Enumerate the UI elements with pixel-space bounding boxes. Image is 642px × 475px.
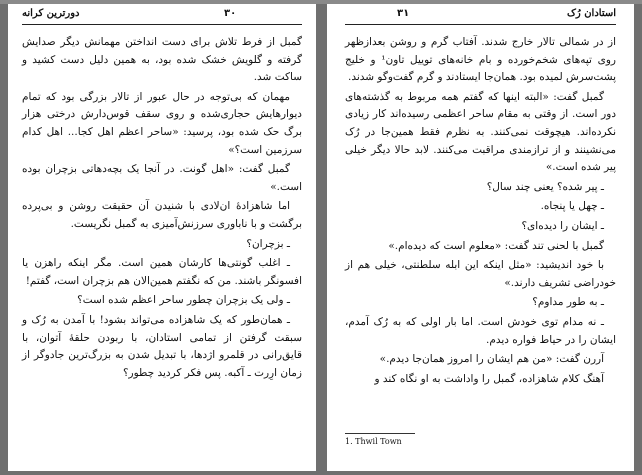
running-title: استادان رُک [566, 8, 616, 19]
running-title: دورترین کرانه [22, 8, 80, 19]
paragraph: ـ چهل یا پنجاه. [540, 200, 604, 213]
paragraph: ـ پیر شده؟ یعنی چند سال؟ [486, 180, 604, 193]
paragraph: گمبل با لحنی تند گفت: «معلوم است که دیده‌ام.» [388, 239, 604, 252]
paragraph: با خود اندیشید: «مثل اینکه این ابله سلطنتی، خیلی هم از خودراضی تشریف دارند.» [345, 259, 616, 289]
paragraph: ـ نه مدام توی خودش است. اما بار اولی که به رُک آمدم، ایشان را در حیاط فواره دیدم. [345, 315, 616, 346]
footnote-rule [345, 433, 415, 434]
paragraph: از در شمالی تالار خارج شدند. آفتاب گرم و روشن بعدازظهر روی تپه‌های شخم‌خورده و بام خانه‌های توییل تاون¹ و خلیج پشت‌سرش لمیده بود. همان‌جا ایستادند و گرم گفت‌وگو شدند. [345, 36, 616, 84]
footnote: 1. Thwil Town [345, 437, 402, 446]
paragraph: اما شاهزادهٔ ان‌لادی با شنیدن آن حقیقت روشن و بی‌پرده برگشت و با ناباوری سرزنش‌آمیزی به گمبل نگریست. [22, 200, 302, 230]
running-header [22, 6, 302, 22]
page-right [327, 4, 634, 471]
page-number: ۳۰ [224, 8, 237, 19]
paragraph: ـ بزچران؟ [246, 237, 290, 250]
paragraph: ـ ایشان را دیده‌ای؟ [521, 219, 604, 232]
page-body [22, 34, 302, 384]
paragraph: ـ به طور مداوم؟ [532, 296, 604, 309]
paragraph: ـ اغلب گونتی‌ها کارشان همین است. مگر اینکه راهزن یا افسونگر باشند. من که نگفتم همین‌الان هم بزچران است، گفتم! [22, 257, 302, 287]
paragraph: آهنگ کلام شاهزاده، گمبل را واداشت به او نگاه کند و [374, 372, 604, 385]
paragraph: ـ همان‌طور که یک شاهزاده می‌تواند بشود! با آمدن به رُک و سبقت گرفتن از تمامی استادان، با ربودن حلقهٔ آتوان، با قایق‌رانی در قلمرو اژدها، با تبدیل شدن به بزرگ‌ترین جادوگر از زمان ارِرت ـ آکبه. پس فکر کردید چطور؟ [22, 313, 302, 379]
page-number: ۳۱ [397, 8, 410, 19]
paragraph: گمبل از فرط تلاش برای دست انداختن مهمانش دیگر صدایش گرفته و گلویش خشک شده بود، به همین دلیل دست کشید و ساکت شد. [22, 36, 302, 84]
page-body [345, 34, 616, 390]
paragraph: گمبل گفت: «البته اینها که گفتم همه مربوط به گذشته‌های دور است. از وقتی به مقام ساحر اعظمی رسیده‌اند کار زیادی نکرده‌اند. هیچوقت نمی‌کنند. به نظرم فقط همین‌جا در رُک می‌نشینند و از ترازمندی مراقبت می‌کنند. لابد حالا دیگر خیلی پیر شده است.» [345, 90, 616, 174]
header-rule [22, 24, 302, 25]
paragraph: آررن گفت: «من هم ایشان را امروز همان‌جا دیدم.» [379, 353, 604, 366]
paragraph: گمبل گفت: «اهل گونت. در آنجا یک بچه‌دهاتی بزچران بوده است.» [22, 163, 302, 193]
paragraph: ـ ولی یک بزچران چطور ساحر اعظم شده است؟ [77, 294, 290, 307]
running-header [345, 6, 616, 22]
paragraph: مهمان که بی‌توجه در حال عبور از تالار بزرگی بود که تمام دیوارهایش حجاری‌شده و روی سقف قوس‌دارش درختی هزار برگ حک شده بود، پرسید: «ساحر اعظم اهل کجا... اهل کدام سرزمین است؟» [22, 90, 302, 156]
header-rule [345, 24, 616, 25]
page-left [8, 4, 316, 471]
